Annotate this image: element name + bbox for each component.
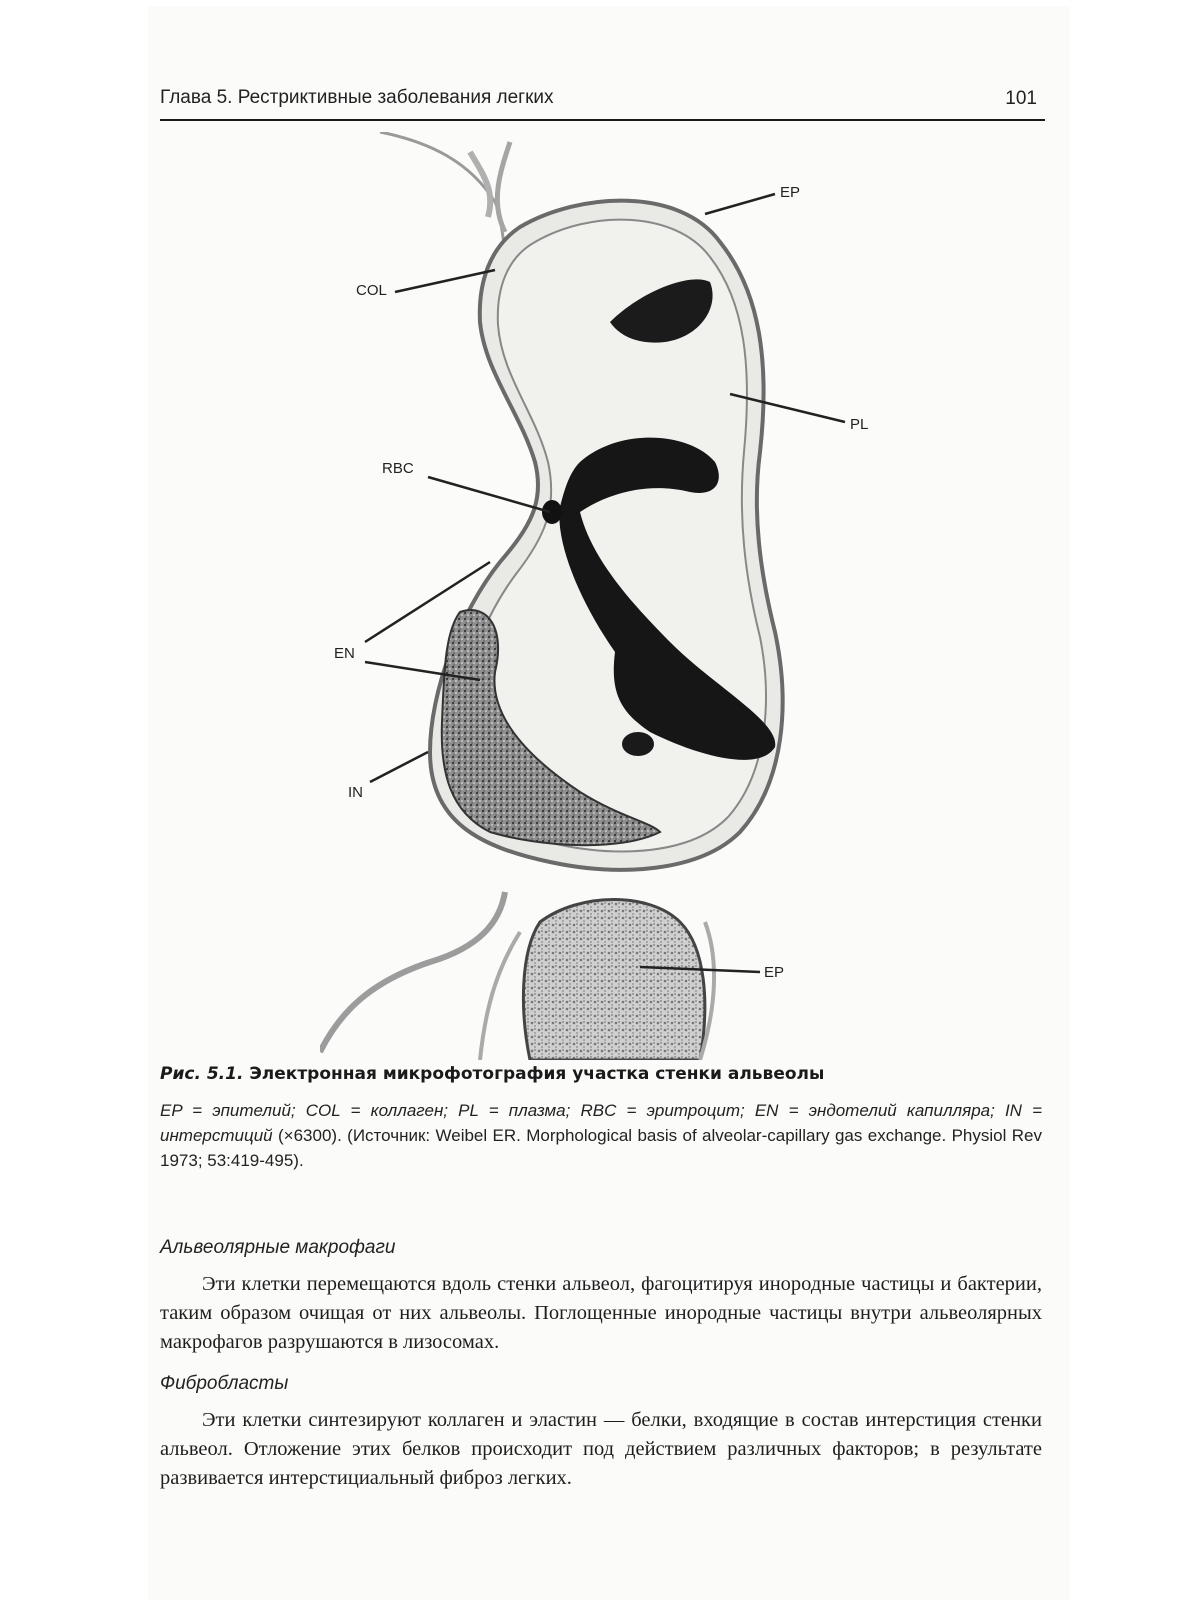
paragraph-fibroblasts: Эти клетки синтезируют коллаген и эластин — белки, входящие в состав интерстиция стенки альвеол. Отложение этих белков происходит под действием различных факторов; в результате развивается интерстициальный фиброз легких.: [160, 1409, 1042, 1489]
figure-magnification: (×6300).: [278, 1126, 342, 1145]
figure-caption-title: [160, 1064, 1045, 1084]
page-number: 101: [1005, 88, 1037, 109]
section-heading-macrophages: Альвеолярные макрофаги: [160, 1237, 396, 1258]
figure-title: Электронная микрофотография участка стенки альвеолы: [249, 1064, 825, 1084]
label-ep-bottom: EP: [764, 964, 785, 981]
micrograph-image: [320, 132, 860, 1060]
section-heading-fibroblasts: Фибробласты: [160, 1373, 289, 1394]
label-ep-top: EP: [780, 184, 801, 201]
figure-source: (Источник: Weibel ER. Morphological basis of alveolar-capillary gas exchange. Physiol Rev 1973; 53:419-495).: [160, 1126, 1042, 1170]
chapter-title: Глава 5. Рестриктивные заболевания легких: [160, 87, 554, 108]
label-pl: PL: [850, 416, 869, 433]
label-col: COL: [356, 282, 387, 299]
electron-micrograph-figure: [320, 132, 869, 1060]
label-rbc: RBC: [382, 460, 414, 477]
running-head: [160, 87, 1045, 121]
leader-rbc: [428, 477, 550, 512]
figure-legend: EP = эпителий; COL = коллаген; PL = плазма; RBC = эритроцит; EN = эндотелий капилляра; IN = интерстиций: [160, 1101, 1042, 1145]
figure-caption-body: [160, 1098, 1042, 1173]
paragraph-macrophages: Эти клетки перемещаются вдоль стенки альвеол, фагоцитируя инородные частицы и бактерии, таким образом очищая от них альвеолы. Поглощенные инородные частицы внутри альвеолярных макрофагов разрушаются в лизосомах.: [160, 1273, 1042, 1353]
leader-ep-top: [705, 194, 775, 214]
label-en: EN: [334, 645, 355, 662]
figure-number: Рис. 5.1.: [160, 1064, 244, 1084]
label-in: IN: [348, 784, 363, 801]
leader-in: [370, 752, 428, 782]
